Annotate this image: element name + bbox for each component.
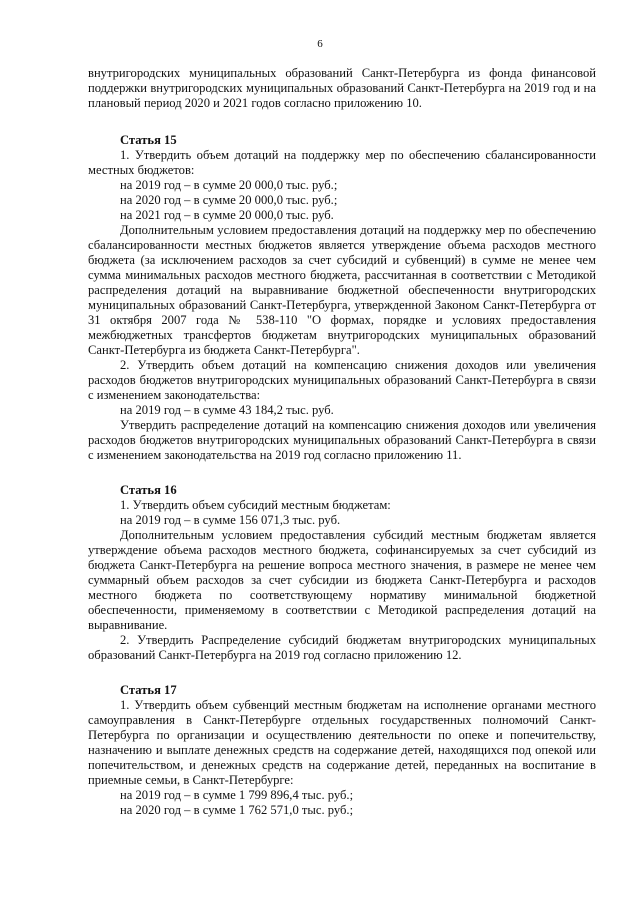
article-15-amount-2019: на 2019 год – в сумме 20 000,0 тыс. руб.; <box>120 178 338 192</box>
article-16-paragraph-3: 2. Утвердить Распределение субсидий бюджетам внутригородских муниципальных образований Санкт-Петербурга на 2019 год согласно приложению 12. <box>88 633 596 662</box>
article-17-amount-2019: на 2019 год – в сумме 1 799 896,4 тыс. руб.; <box>120 788 354 802</box>
article-16-paragraph-1: 1. Утвердить объем субсидий местным бюджетам: <box>120 498 391 512</box>
article-15 <box>88 133 596 463</box>
article-17-title: Статья 17 <box>120 683 177 697</box>
article-17 <box>88 683 596 818</box>
article-15-amount-compensation: на 2019 год – в сумме 43 184,2 тыс. руб. <box>120 403 334 417</box>
article-15-amount-2021: на 2021 год – в сумме 20 000,0 тыс. руб. <box>120 208 334 222</box>
article-16-amount-2019: на 2019 год – в сумме 156 071,3 тыс. руб. <box>120 513 341 527</box>
article-15-title: Статья 15 <box>120 133 177 147</box>
article-16-paragraph-2: Дополнительным условием предоставления субсидий местным бюджетам является утверждение объема расходов местного бюджета, софинансируемых за счет субсидий из бюджета Санкт-Петербурга на решение вопроса местного значения, в размере не менее чем суммарный объем расходов за счет субсидии из бюджета Санкт-Петербурга и расходов местного бюджета по соответствующему нормативу минимальной бюджетной обеспеченности, применяемому в соответствии с Методикой распределения дотаций на выравнивание. <box>88 528 596 632</box>
article-17-paragraph-1: 1. Утвердить объем субвенций местным бюджетам на исполнение органами местного самоуправления в Санкт-Петербурге отдельных государственных полномочий Санкт-Петербурга по организации и осуществлению деятельности по опеке и попечительству, назначению и выплате денежных средств на содержание детей, находящихся под опекой или попечительством, и денежных средств на содержание детей, переданных на воспитание в приемные семьи, в Санкт-Петербурге: <box>88 698 596 787</box>
article-15-paragraph-3: 2. Утвердить объем дотаций на компенсацию снижения доходов или увеличения расходов бюджетов внутригородских муниципальных образований Санкт-Петербурга в связи с изменением законодательства: <box>88 358 596 402</box>
document-body <box>88 66 596 818</box>
article-16 <box>88 483 596 663</box>
article-17-amount-2020: на 2020 год – в сумме 1 762 571,0 тыс. руб.; <box>120 803 354 817</box>
article-15-paragraph-1: 1. Утвердить объем дотаций на поддержку мер по обеспечению сбалансированности местных бюджетов: <box>88 148 596 177</box>
page-number: 6 <box>317 38 323 50</box>
article-15-amount-2020: на 2020 год – в сумме 20 000,0 тыс. руб.; <box>120 193 338 207</box>
article-16-title: Статья 16 <box>120 483 177 497</box>
article-15-paragraph-2: Дополнительным условием предоставления дотаций на поддержку мер по обеспечению сбалансированности местных бюджетов является утверждение объема расходов местного бюджета (за исключением расходов за счет субсидий и субвенций) в сумме не менее чем сумма минимальных расходов местного бюджета, рассчитанная в соответствии с Методикой распределения дотаций на выравнивание бюджетной обеспеченности внутригородских муниципальных образований Санкт-Петербурга, утвержденной Законом Санкт-Петербурга от 31 октября 2007 года № 538-110 "О формах, порядке и условиях предоставления межбюджетных трансфертов бюджетам внутригородских муниципальных образований Санкт-Петербурга из бюджета Санкт-Петербурга". <box>88 223 596 357</box>
intro-paragraph: внутригородских муниципальных образований Санкт-Петербурга из фонда финансовой поддержки внутригородских муниципальных образований Санкт-Петербурга на 2019 год и на плановый период 2020 и 2021 годов согласно приложению 10. <box>88 66 596 110</box>
article-15-paragraph-4: Утвердить распределение дотаций на компенсацию снижения доходов или увеличения расходов бюджетов внутригородских муниципальных образований Санкт-Петербурга в связи с изменением законодательства на 2019 год согласно приложению 11. <box>88 418 596 462</box>
